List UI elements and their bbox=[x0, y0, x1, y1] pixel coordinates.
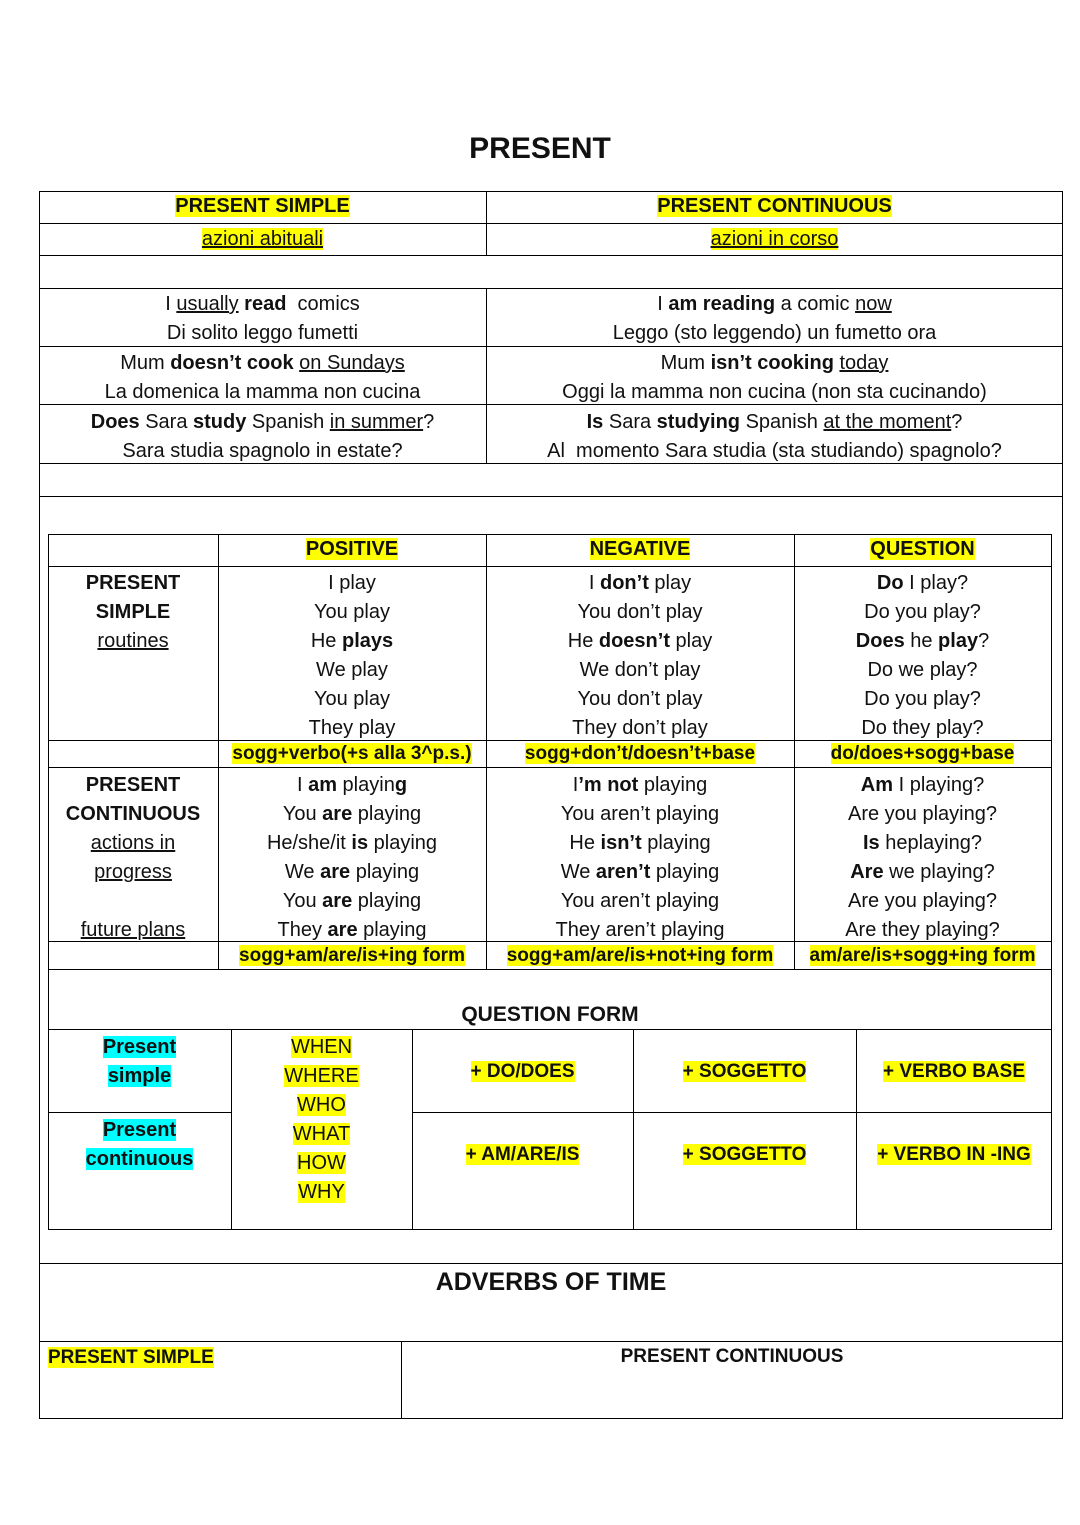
example-simple-2 bbox=[39, 349, 486, 407]
text: Mum bbox=[660, 352, 711, 374]
list-item: He plays bbox=[310, 630, 394, 652]
adverb: now bbox=[855, 293, 892, 315]
auxiliary: Is bbox=[586, 411, 604, 433]
text: Sara bbox=[603, 411, 657, 433]
wh-word: WHO bbox=[297, 1094, 346, 1116]
example-it: Leggo (sto leggendo) un fumetto ora bbox=[612, 322, 937, 344]
qf-continuous-label bbox=[48, 1116, 231, 1174]
page-title: PRESENT bbox=[469, 132, 611, 165]
label-line: Present bbox=[102, 1119, 177, 1141]
adverbs-title: ADVERBS OF TIME bbox=[435, 1268, 667, 1296]
question-form-title: QUESTION FORM bbox=[461, 1003, 639, 1026]
label-line: PRESENT bbox=[85, 572, 181, 594]
continuous-negative-list bbox=[486, 771, 794, 945]
label-usage: progress bbox=[94, 861, 172, 883]
continuous-subtitle: azioni in corso bbox=[710, 228, 839, 250]
header-negative-cell bbox=[486, 538, 794, 561]
example-en bbox=[39, 408, 486, 437]
qf-part: + SOGGETTO bbox=[682, 1061, 807, 1082]
adverbs-simple-label: PRESENT SIMPLE bbox=[48, 1347, 214, 1368]
label-line: simple bbox=[107, 1065, 172, 1087]
continuous-positive-list bbox=[218, 771, 486, 945]
verb: read bbox=[244, 293, 287, 315]
adverb: on Sundays bbox=[299, 352, 405, 374]
list-item: You don’t play bbox=[577, 688, 703, 710]
list-item: I’m not playing bbox=[572, 774, 708, 796]
verb: isn’t cooking bbox=[710, 352, 834, 374]
list-item: Are you playing? bbox=[848, 803, 997, 825]
list-item: You are playing bbox=[282, 803, 422, 825]
example-it: Sara studia spagnolo in estate? bbox=[122, 440, 403, 462]
text: comics bbox=[286, 293, 360, 315]
label-line: PRESENT bbox=[85, 774, 181, 796]
list-item: You don’t play bbox=[577, 601, 703, 623]
label-line: Present bbox=[102, 1036, 177, 1058]
example-continuous-1 bbox=[486, 290, 1063, 348]
simple-negative-rule-cell bbox=[486, 742, 794, 765]
list-item: He/she/it is playing bbox=[266, 832, 438, 854]
continuous-header-cell bbox=[486, 195, 1063, 218]
adverb: in summer bbox=[329, 411, 424, 433]
label-line: SIMPLE bbox=[95, 601, 171, 623]
example-simple-3 bbox=[39, 408, 486, 466]
adverbs-continuous-label: PRESENT CONTINUOUS bbox=[620, 1346, 844, 1367]
list-item: Do you play? bbox=[864, 601, 981, 623]
continuous-question-rule-cell bbox=[794, 944, 1051, 967]
spacer bbox=[48, 887, 218, 916]
verb: doesn’t cook bbox=[170, 352, 294, 374]
header-negative: NEGATIVE bbox=[589, 538, 691, 560]
auxiliary: Does bbox=[90, 411, 140, 433]
present-continuous-label bbox=[48, 771, 218, 945]
list-item: You are playing bbox=[282, 890, 422, 912]
present-simple-label bbox=[48, 569, 218, 656]
rule: sogg+verbo(+s alla 3^p.s.) bbox=[232, 743, 472, 764]
text: I bbox=[165, 293, 177, 315]
rule: sogg+don’t/doesn’t+base bbox=[524, 743, 756, 764]
example-en bbox=[486, 290, 1063, 319]
label-usage: actions in bbox=[90, 832, 176, 854]
wh-word: WHAT bbox=[292, 1123, 351, 1145]
list-item: They are playing bbox=[277, 919, 427, 941]
rule: do/does+sogg+base bbox=[830, 743, 1015, 764]
list-item: We aren’t playing bbox=[560, 861, 720, 883]
qf-cont-verb-cell bbox=[856, 1143, 1052, 1166]
wh-word: HOW bbox=[297, 1152, 346, 1174]
qf-simple-label bbox=[48, 1033, 231, 1091]
wh-word: WHEN bbox=[290, 1036, 353, 1058]
qf-part: + SOGGETTO bbox=[682, 1144, 807, 1165]
wh-word: WHERE bbox=[284, 1065, 359, 1087]
list-item: Are you playing? bbox=[848, 890, 997, 912]
rule: sogg+am/are/is+ing form bbox=[239, 945, 465, 966]
header-positive-cell bbox=[218, 538, 486, 561]
list-item: He isn’t playing bbox=[569, 832, 711, 854]
label-line: continuous bbox=[85, 1148, 194, 1170]
list-item: You play bbox=[314, 688, 390, 710]
list-item: I am playing bbox=[296, 774, 408, 796]
list-item: I play bbox=[328, 572, 376, 594]
list-item: You play bbox=[314, 601, 390, 623]
continuous-question-list bbox=[794, 771, 1051, 945]
continuous-sub-cell bbox=[486, 228, 1063, 251]
label-usage: future plans bbox=[80, 919, 186, 941]
list-item: Does he play? bbox=[855, 630, 990, 652]
list-item: Is heplaying? bbox=[863, 832, 982, 854]
list-item: You aren’t playing bbox=[560, 803, 720, 825]
text: ? bbox=[423, 411, 435, 433]
qf-simple-subject-cell bbox=[633, 1060, 856, 1083]
list-item: Do you play? bbox=[864, 688, 981, 710]
example-en bbox=[486, 349, 1063, 378]
simple-subtitle: azioni abituali bbox=[201, 228, 324, 250]
example-continuous-2 bbox=[486, 349, 1063, 407]
qf-part: + VERBO IN -ING bbox=[877, 1144, 1031, 1165]
qf-part: + DO/DOES bbox=[470, 1061, 575, 1082]
list-item: We play bbox=[316, 659, 388, 681]
example-it: La domenica la mamma non cucina bbox=[104, 381, 421, 403]
adverb: at the moment bbox=[823, 411, 952, 433]
example-it: Oggi la mamma non cucina (non sta cucinando) bbox=[562, 381, 987, 403]
rule: am/are/is+sogg+ing form bbox=[809, 945, 1036, 966]
example-it: Al momento Sara studia (sta studiando) spagnolo? bbox=[547, 440, 1002, 462]
text: Spanish bbox=[740, 411, 824, 433]
simple-header: PRESENT SIMPLE bbox=[175, 195, 350, 217]
list-item: They play bbox=[308, 717, 396, 739]
rule: sogg+am/are/is+not+ing form bbox=[506, 945, 774, 966]
example-continuous-3 bbox=[486, 408, 1063, 466]
verb: study bbox=[193, 411, 247, 433]
example-en bbox=[39, 349, 486, 378]
text: I bbox=[657, 293, 669, 315]
example-simple-1 bbox=[39, 290, 486, 348]
qf-cont-aux-cell bbox=[412, 1143, 633, 1166]
qf-cont-subject-cell bbox=[633, 1143, 856, 1166]
list-item: Do I play? bbox=[876, 572, 969, 594]
wh-words-list bbox=[231, 1033, 412, 1207]
simple-sub-cell bbox=[39, 228, 486, 251]
simple-question-rule-cell bbox=[794, 742, 1051, 765]
qf-simple-aux-cell bbox=[412, 1060, 633, 1083]
list-item: They don’t play bbox=[572, 717, 708, 739]
verb: am reading bbox=[668, 293, 776, 315]
simple-question-list bbox=[794, 569, 1051, 743]
verb: studying bbox=[656, 411, 741, 433]
header-question: QUESTION bbox=[870, 538, 975, 560]
example-en bbox=[39, 290, 486, 319]
list-item: I don’t play bbox=[588, 572, 692, 594]
continuous-positive-rule-cell bbox=[218, 944, 486, 967]
list-item: We are playing bbox=[284, 861, 420, 883]
continuous-negative-rule-cell bbox=[486, 944, 794, 967]
list-item: Am I playing? bbox=[860, 774, 985, 796]
wh-word: WHY bbox=[298, 1181, 345, 1203]
list-item: Do we play? bbox=[867, 659, 978, 681]
text: ? bbox=[951, 411, 963, 433]
example-it: Di solito leggo fumetti bbox=[166, 322, 359, 344]
adverbs-simple-cell bbox=[48, 1346, 214, 1369]
continuous-header: PRESENT CONTINUOUS bbox=[657, 195, 892, 217]
qf-part: + VERBO BASE bbox=[882, 1061, 1025, 1082]
qf-part: + AM/ARE/IS bbox=[465, 1144, 580, 1165]
simple-header-cell bbox=[39, 195, 486, 218]
simple-positive-list bbox=[218, 569, 486, 743]
header-positive: POSITIVE bbox=[305, 538, 399, 560]
text: Mum bbox=[120, 352, 171, 374]
adverb: usually bbox=[176, 293, 239, 315]
list-item: Are we playing? bbox=[850, 861, 995, 883]
list-item: Are they playing? bbox=[845, 919, 1000, 941]
qf-simple-verb-cell bbox=[856, 1060, 1052, 1083]
simple-positive-rule-cell bbox=[218, 742, 486, 765]
text: a comic bbox=[775, 293, 856, 315]
list-item: We don’t play bbox=[579, 659, 701, 681]
simple-negative-list bbox=[486, 569, 794, 743]
list-item: You aren’t playing bbox=[560, 890, 720, 912]
header-question-cell bbox=[794, 538, 1051, 561]
list-item: Do they play? bbox=[861, 717, 984, 739]
adverb: today bbox=[839, 352, 889, 374]
text: Spanish bbox=[246, 411, 330, 433]
label-usage: routines bbox=[97, 630, 169, 652]
list-item: He doesn’t play bbox=[567, 630, 713, 652]
example-en bbox=[486, 408, 1063, 437]
text: Sara bbox=[139, 411, 194, 433]
label-line: CONTINUOUS bbox=[65, 803, 201, 825]
list-item: They aren’t playing bbox=[555, 919, 725, 941]
